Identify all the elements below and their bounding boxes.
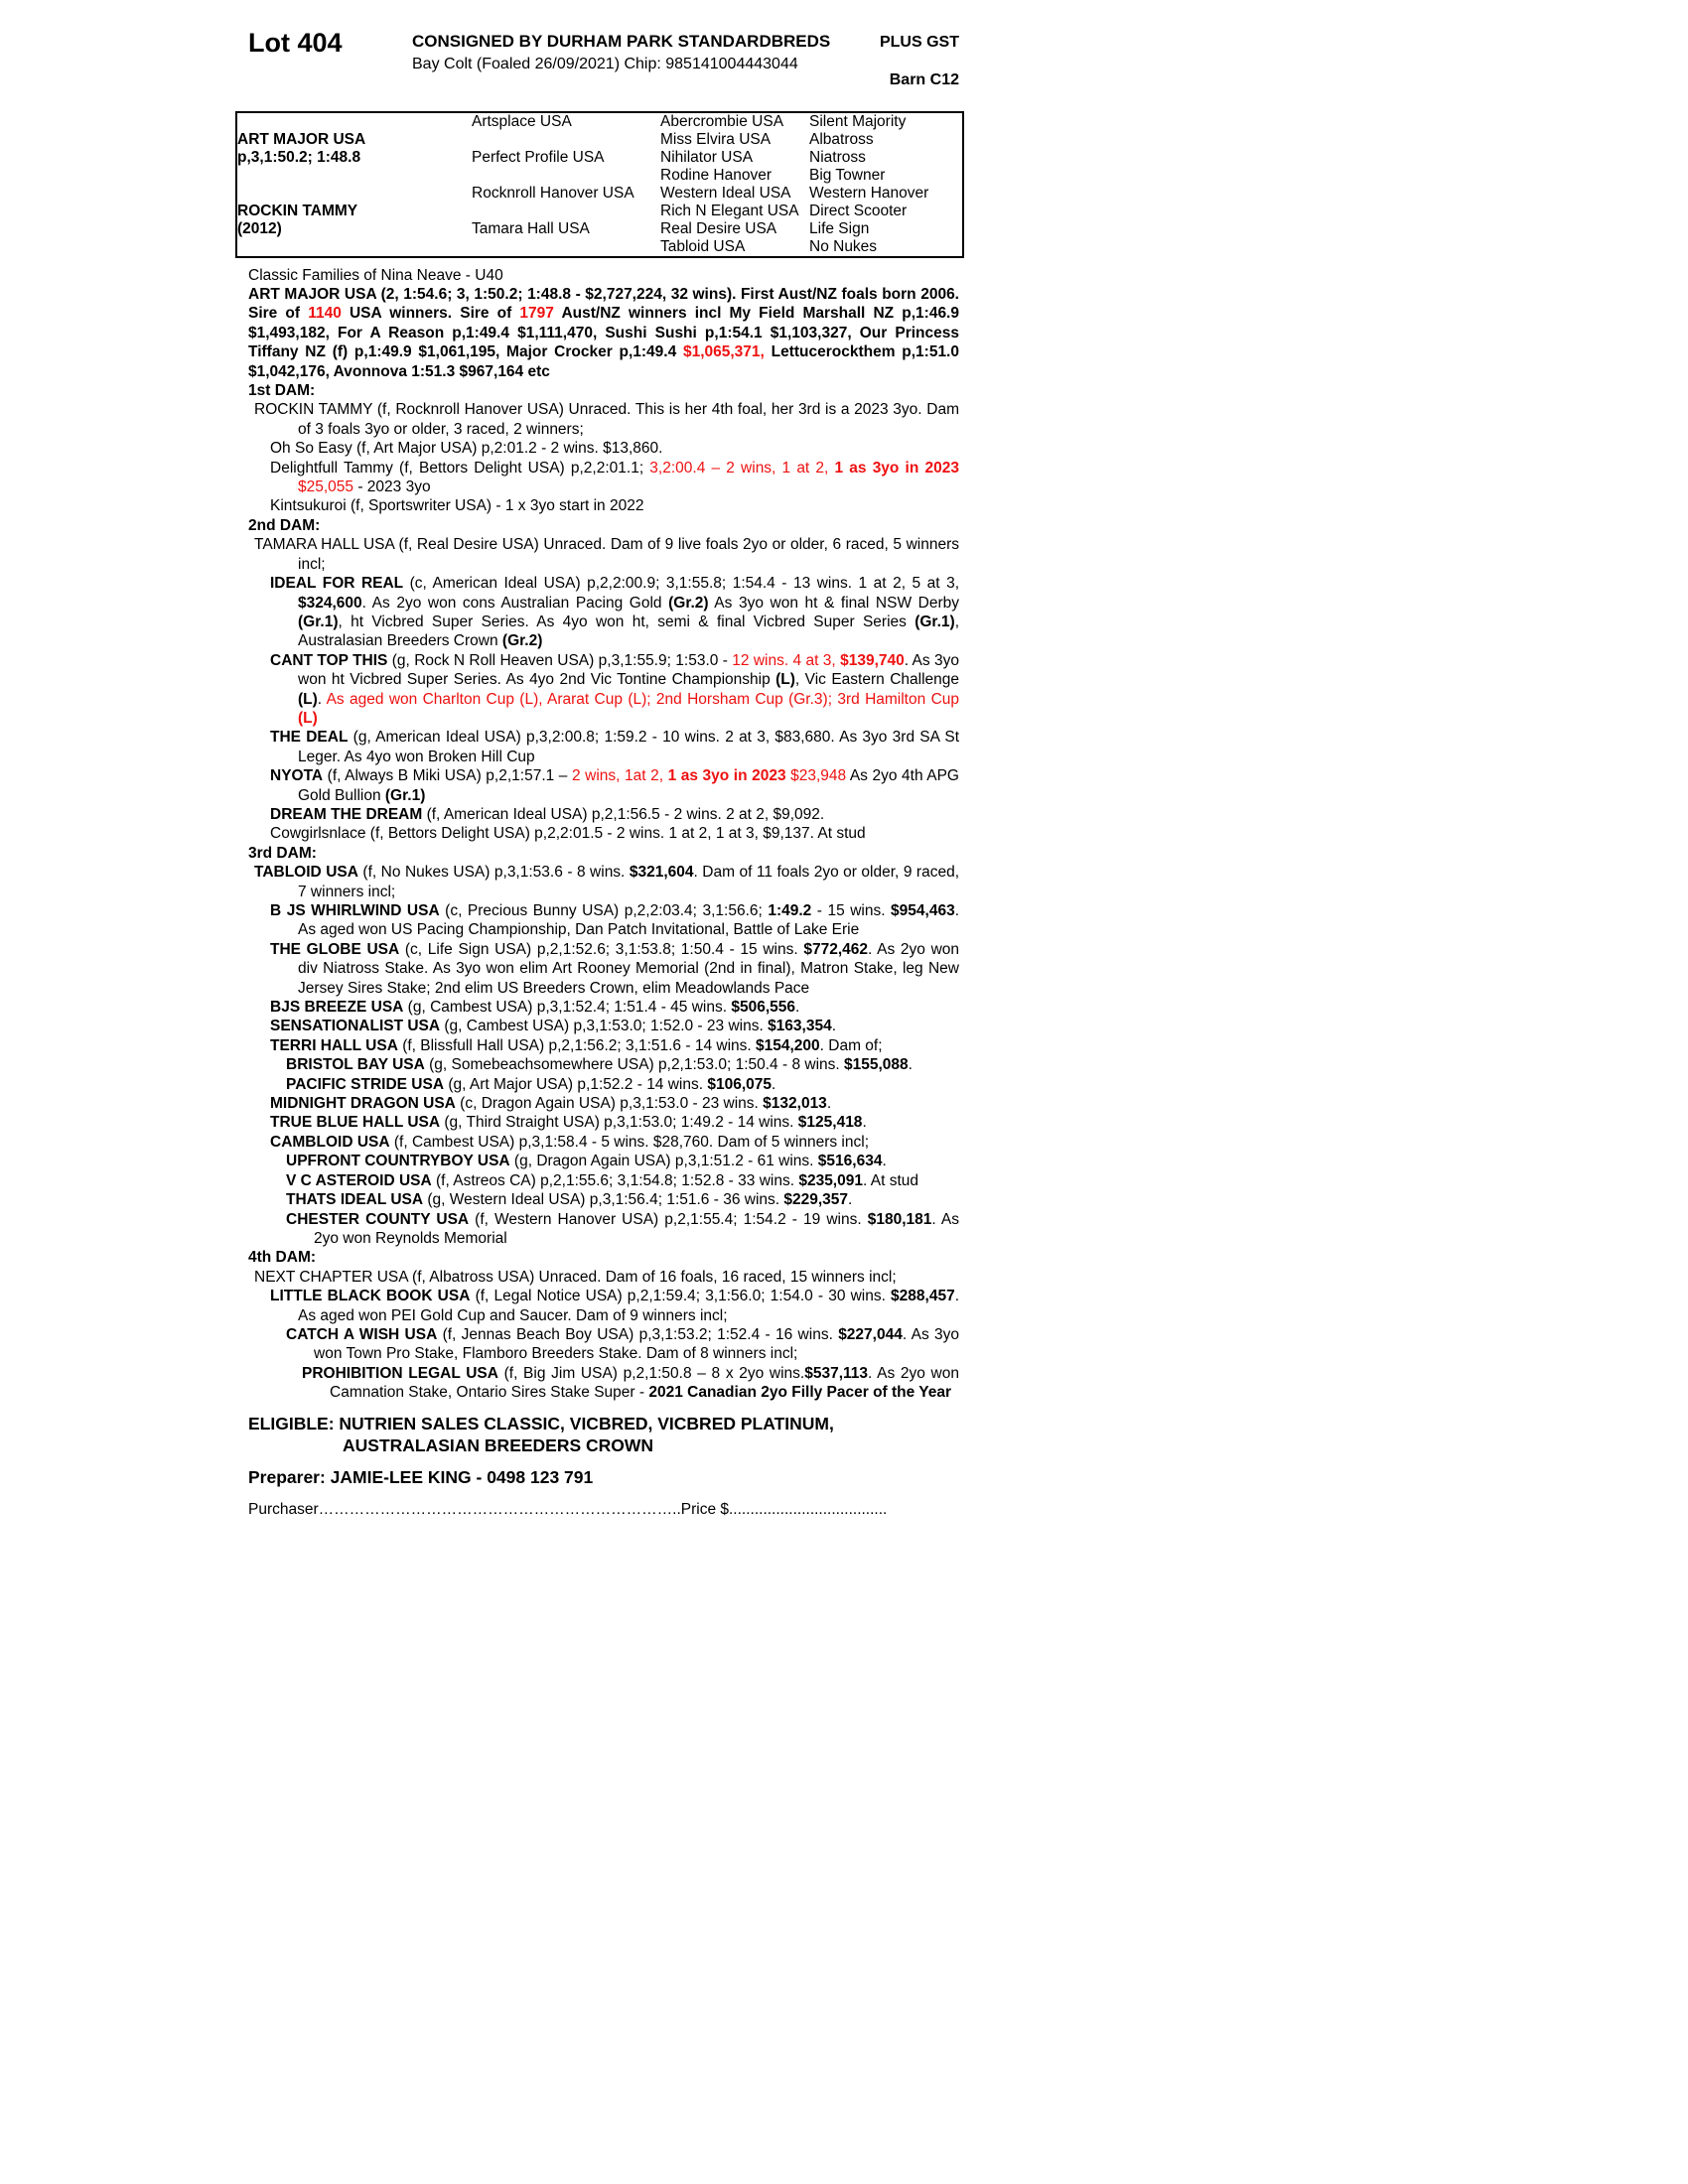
dam-name: ROCKIN TAMMY <box>237 203 358 219</box>
text-segment: (Gr.1) <box>298 613 339 630</box>
text-segment: (Gr.2) <box>501 632 543 650</box>
text-segment: . As 3yo won ht Vicbred Super Series. As 4yo 2nd Vic Tontine Championship <box>298 651 960 689</box>
text-segment: Aust/NZ winners incl My Field Marshall NZ p,1:46.9 $1,493,182, For A Reason p,1:49.4 $1,111,470, Sushi Sushi p,1:54.1 $1,103,327, Our Princess Tiffany NZ (f) p,1:49.9 $1,061,195, Major Crocker p,1:49.4 <box>248 305 959 361</box>
entry-v-c-asteroid <box>248 1171 959 1190</box>
text-segment: - 15 wins. <box>811 902 892 919</box>
entry-cowgirlsnlace <box>248 824 959 843</box>
sire-summary <box>248 285 959 381</box>
entry-the-globe <box>248 940 959 998</box>
preparer-line: Preparer: JAMIE-LEE KING - 0498 123 791 <box>248 1466 594 1487</box>
text-segment: . As 2yo won Camnation Stake, Ontario Sires Stake Super - <box>330 1364 959 1402</box>
pedigree-cell: Silent Majority <box>809 113 907 130</box>
text-segment: (Gr.2) <box>668 594 709 612</box>
text-segment: $132,013 <box>763 1095 827 1113</box>
text-segment: $506,556 <box>731 999 795 1017</box>
text-segment: $235,091 <box>798 1171 863 1189</box>
text-segment: $163,354 <box>768 1018 832 1035</box>
text-segment: PACIFIC STRIDE USA <box>286 1075 445 1093</box>
header-right <box>880 34 959 89</box>
text-segment: $180,181 <box>867 1210 932 1228</box>
section-2nd-dam <box>248 516 959 535</box>
pedigree-body <box>248 285 959 1403</box>
section-4th-dam <box>248 1248 959 1267</box>
text-segment: SENSATIONALIST USA <box>270 1018 441 1035</box>
consignor-line: CONSIGNED BY DURHAM PARK STANDARDBREDS <box>412 32 831 51</box>
text-segment: Kintsukuroi (f, Sportswriter USA) - 1 x 3yo start in 2022 <box>270 497 644 515</box>
eligibility-line-1: ELIGIBLE: NUTRIEN SALES CLASSIC, VICBRED, VICBRED PLATINUM, <box>248 1413 834 1433</box>
section-1st-dam <box>248 381 959 400</box>
text-segment: 3,2:00.4 – 2 wins, 1 at 2, <box>649 459 835 477</box>
entry-rockin-tammy <box>248 400 959 439</box>
text-segment: . As aged won PEI Gold Cup and Saucer. Dam of 9 winners incl; <box>298 1288 960 1324</box>
pedigree-row <box>236 112 963 131</box>
text-segment: . As 2yo won Reynolds Memorial <box>314 1210 959 1247</box>
text-segment: (f, Always B Miki USA) p,2,1:57.1 – <box>323 767 572 785</box>
pedigree-cell: Tamara Hall USA <box>472 220 590 237</box>
text-segment: (f, Jennas Beach Boy USA) p,3,1:53.2; 1:52.4 - 16 wins. <box>437 1325 839 1343</box>
text-segment: $321,604 <box>629 864 694 882</box>
entry-cambloid <box>248 1133 959 1152</box>
dam-year: (2012) <box>237 220 282 237</box>
entry-thats-ideal <box>248 1190 959 1209</box>
text-segment: . At stud <box>862 1171 918 1189</box>
text-segment: . Dam of 11 foals 2yo or older, 9 raced, 7 winners incl; <box>298 864 960 900</box>
pedigree-cell: Albatross <box>809 131 874 148</box>
pedigree-cell: Life Sign <box>809 220 870 237</box>
text-segment: LITTLE BLACK BOOK USA <box>270 1288 471 1305</box>
text-segment: V C ASTEROID USA <box>286 1171 432 1189</box>
text-segment: B JS WHIRLWIND USA <box>270 902 440 919</box>
text-segment: (c, Life Sign USA) p,2,1:52.6; 3,1:53.8; 1:50.4 - 15 wins. <box>399 940 804 958</box>
text-segment: . <box>831 1018 837 1035</box>
text-segment: $772,462 <box>803 940 868 958</box>
text-segment: As 3yo won ht & final NSW Derby <box>708 594 959 612</box>
text-segment: NYOTA <box>270 767 324 785</box>
text-segment: Cowgirlsnlace (f, Bettors Delight USA) p,2,2:01.5 - 2 wins. 1 at 2, 1 at 3, $9,137. At stud <box>270 825 866 843</box>
text-segment: (c, Dragon Again USA) p,3,1:53.0 - 23 wins. <box>455 1095 764 1113</box>
entry-catch-a-wish <box>248 1325 959 1364</box>
text-segment: 1st DAM: <box>248 382 316 400</box>
text-segment: , ht Vicbred Super Series. As 4yo won ht, semi & final Vicbred Super Series <box>338 613 915 630</box>
text-segment: CATCH A WISH USA <box>286 1325 438 1343</box>
text-segment: ROCKIN TAMMY (f, Rocknroll Hanover USA) Unraced. This is her 4th foal, her 3rd is a 2023 3yo. Dam of 3 foals 3yo or older, 3 raced, 2 winners; <box>254 401 959 438</box>
text-segment: $106,075 <box>707 1075 773 1093</box>
text-segment: As aged won Charlton Cup (L), Ararat Cup (L); 2nd Horsham Cup (Gr.3); 3rd Hamilton Cup <box>326 690 960 708</box>
pedigree-cell: Perfect Profile USA <box>472 149 605 166</box>
page-content <box>237 28 960 1519</box>
entry-delightfull-tammy <box>248 459 959 497</box>
text-segment: THATS IDEAL USA <box>286 1191 424 1209</box>
entry-oh-so-easy <box>248 439 959 458</box>
sire-name: ART MAJOR USA <box>237 131 366 148</box>
pedigree-cell: Western Ideal USA <box>660 185 791 202</box>
text-segment: 4th DAM: <box>248 1249 317 1267</box>
text-segment: (f, Blissfull Hall USA) p,2,1:56.2; 3,1:51.6 - 14 wins. <box>397 1036 756 1054</box>
text-segment: $23,948 <box>785 767 847 785</box>
pedigree-cell: Rodine Hanover <box>660 167 773 184</box>
text-segment: (f, Astreos CA) p,2,1:55.6; 3,1:54.8; 1:52.8 - 33 wins. <box>431 1171 799 1189</box>
text-segment: (f, Legal Notice USA) p,2,1:59.4; 3,1:56.0; 1:54.0 - 30 wins. <box>470 1288 892 1305</box>
text-segment: . <box>882 1153 887 1170</box>
pedigree-cell: Direct Scooter <box>809 203 908 219</box>
text-segment: IDEAL FOR REAL <box>270 575 404 593</box>
text-segment: (L) <box>298 690 318 708</box>
text-segment: (f, Cambest USA) p,3,1:58.4 - 5 wins. $28,760. Dam of 5 winners incl; <box>389 1133 869 1151</box>
text-segment: (g, American Ideal USA) p,3,2:00.8; 1:59.2 - 10 wins. 2 at 3, $83,680. As 3yo 3rd SA St Leger. As 4yo won Broken Hill Cup <box>298 729 960 765</box>
text-segment: . <box>826 1095 832 1113</box>
text-segment: . As 2yo won div Niatross Stake. As 3yo won elim Art Rooney Memorial (2nd in final), Matron Stake, leg New Jersey Sires Stake; 2nd elim US Breeders Crown, elim Meadowlands Pace <box>298 940 960 997</box>
text-segment: NEXT CHAPTER USA (f, Albatross USA) Unraced. Dam of 16 foals, 16 raced, 15 winners incl; <box>254 1268 897 1286</box>
pedigree-cell: Artsplace USA <box>472 113 572 130</box>
pedigree-table <box>235 111 964 258</box>
entry-terri-hall <box>248 1036 959 1055</box>
eligibility-block <box>248 1413 959 1456</box>
text-segment: TAMARA HALL USA (f, Real Desire USA) Unraced. Dam of 9 live foals 2yo or older, 6 raced, 5 winners incl; <box>254 536 959 573</box>
text-segment: CAMBLOID USA <box>270 1133 390 1151</box>
entry-midnight-dragon <box>248 1094 959 1113</box>
text-segment: 1 as 3yo in 2023 <box>667 767 786 785</box>
entry-upfront-countryboy <box>248 1152 959 1170</box>
entry-sensationalist <box>248 1017 959 1035</box>
entry-nyota <box>248 766 959 805</box>
text-segment: (g, Third Straight USA) p,3,1:53.0; 1:49.2 - 14 wins. <box>440 1114 798 1132</box>
text-segment: UPFRONT COUNTRYBOY USA <box>286 1153 510 1170</box>
text-segment: USA winners. Sire of <box>341 305 520 323</box>
text-segment: (g, Western Ideal USA) p,3,1:56.4; 1:51.6 - 36 wins. <box>423 1191 784 1209</box>
text-segment: . As aged won US Pacing Championship, Dan Patch Invitational, Battle of Lake Erie <box>298 902 960 939</box>
text-segment: MIDNIGHT DRAGON USA <box>270 1095 456 1113</box>
text-segment: (g, Dragon Again USA) p,3,1:51.2 - 61 wins. <box>509 1153 818 1170</box>
text-segment: (g, Rock N Roll Heaven USA) p,3,1:55.9; 1:53.0 - <box>387 651 733 669</box>
text-segment: ART MAJOR USA (2, 1:54.6; 3, 1:50.2; 1:48.8 - $2,727,224, 32 wins). First Aust/NZ foals born 2006. Sire of <box>248 286 959 323</box>
text-segment: . As 2yo won cons Australian Pacing Gold <box>361 594 669 612</box>
entry-little-black-book <box>248 1287 959 1325</box>
entry-cant-top-this <box>248 651 959 729</box>
eligibility-line-2: AUSTRALASIAN BREEDERS CROWN <box>343 1434 654 1455</box>
text-segment: (g, Cambest USA) p,3,1:53.0; 1:52.0 - 23 wins. <box>440 1018 769 1035</box>
text-segment: CHESTER COUNTY USA <box>286 1210 470 1228</box>
text-segment: $954,463 <box>891 902 955 919</box>
text-segment: $1,065,371, <box>682 343 765 361</box>
header-center <box>412 32 830 73</box>
text-segment: BRISTOL BAY USA <box>286 1056 425 1074</box>
text-segment: . <box>908 1056 913 1074</box>
text-segment: . <box>795 999 800 1017</box>
pedigree-cell: Nihilator USA <box>660 149 754 166</box>
text-segment: PROHIBITION LEGAL USA <box>302 1364 498 1382</box>
text-segment: $25,055 <box>298 478 354 496</box>
text-segment: $229,357 <box>783 1191 849 1209</box>
sire-cell <box>236 112 472 185</box>
text-segment: $288,457 <box>891 1288 955 1305</box>
pedigree-cell: Western Hanover <box>809 185 929 202</box>
text-segment: $227,044 <box>838 1325 903 1343</box>
text-segment: . <box>772 1075 776 1093</box>
entry-bristol-bay <box>248 1055 959 1074</box>
family-note: Classic Families of Nina Neave - U40 <box>248 267 503 284</box>
text-segment: 3rd DAM: <box>248 844 317 862</box>
text-segment: (g, Art Major USA) p,1:52.2 - 14 wins. <box>444 1075 708 1093</box>
text-segment: 1797 <box>519 305 554 323</box>
entry-ideal-for-real <box>248 574 959 651</box>
text-segment: $537,113 <box>804 1364 869 1382</box>
text-segment: , Vic Eastern Challenge <box>794 671 959 689</box>
entry-true-blue-hall <box>248 1113 959 1132</box>
text-segment: CANT TOP THIS <box>270 651 388 669</box>
text-segment: (L) <box>298 709 318 727</box>
pedigree-cell: Tabloid USA <box>660 238 746 255</box>
text-segment: Oh So Easy (f, Art Major USA) p,2:01.2 - 2 wins. $13,860. <box>270 440 663 458</box>
entry-next-chapter <box>248 1268 959 1287</box>
text-segment: $125,418 <box>797 1114 863 1132</box>
text-segment: . <box>317 690 327 708</box>
pedigree-cell: Niatross <box>809 149 866 166</box>
pedigree-cell: Abercrombie USA <box>660 113 784 130</box>
text-segment: DREAM THE DREAM <box>270 805 423 823</box>
text-segment: . Dam of; <box>819 1036 883 1054</box>
text-segment: BJS BREEZE USA <box>270 999 404 1017</box>
entry-the-deal <box>248 728 959 766</box>
entry-tamara-hall <box>248 535 959 574</box>
text-segment: TERRI HALL USA <box>270 1036 398 1054</box>
entry-dream-the-dream <box>248 805 959 824</box>
text-segment: , Australasian Breeders Crown <box>298 613 959 650</box>
foal-info-line: Bay Colt (Foaled 26/09/2021) Chip: 985141004443044 <box>412 56 798 72</box>
text-segment: 1:49.2 <box>768 902 812 919</box>
entry-chester-county <box>248 1210 959 1249</box>
text-segment: $155,088 <box>844 1056 909 1074</box>
text-segment: (c, Precious Bunny USA) p,2,2:03.4; 3,1:56.6; <box>439 902 769 919</box>
text-segment: $139,740 <box>840 651 905 669</box>
text-segment: (c, American Ideal USA) p,2,2:00.9; 3,1:55.8; 1:54.4 - 13 wins. 1 at 2, 5 at 3, <box>403 575 959 593</box>
text-segment: THE DEAL <box>270 729 349 747</box>
text-segment: (f, No Nukes USA) p,3,1:53.6 - 8 wins. <box>357 864 630 882</box>
text-segment: As 2yo 4th APG Gold Bullion <box>298 767 959 804</box>
text-segment: . <box>848 1191 853 1209</box>
sire-record: p,3,1:50.2; 1:48.8 <box>237 149 361 166</box>
text-segment: $516,634 <box>817 1153 883 1170</box>
entry-tabloid <box>248 863 959 901</box>
text-segment: (f, Big Jim USA) p,2,1:50.8 – 8 x 2yo wins. <box>497 1364 805 1382</box>
text-segment: THE GLOBE USA <box>270 940 400 958</box>
section-3rd-dam <box>248 844 959 863</box>
entry-pacific-stride <box>248 1075 959 1094</box>
entry-b-js-whirlwind <box>248 901 959 940</box>
text-segment: 1140 <box>308 305 342 323</box>
text-segment: - 2023 3yo <box>353 478 431 496</box>
text-segment: (L) <box>775 671 795 689</box>
pedigree-cell: Miss Elvira USA <box>660 131 772 148</box>
text-segment: (f, American Ideal USA) p,2,1:56.5 - 2 wins. 2 at 2, $9,092. <box>422 805 825 823</box>
pedigree-cell: No Nukes <box>809 238 878 255</box>
text-segment: Delightfull Tammy (f, Bettors Delight USA) p,2,2:01.1; <box>270 459 650 477</box>
text-segment: Lettucerockthem p,1:51.0 $1,042,176, Avonnova 1:51.3 $967,164 etc <box>248 343 959 380</box>
entry-bjs-breeze <box>248 998 959 1017</box>
entry-kintsukuroi <box>248 496 959 515</box>
pedigree-row <box>236 185 963 203</box>
text-segment: . As 3yo won Town Pro Stake, Flamboro Breeders Stake. Dam of 8 winners incl; <box>314 1325 959 1363</box>
pedigree-cell: Rich N Elegant USA <box>660 203 799 219</box>
lot-number: Lot 404 <box>248 28 343 58</box>
dam-cell <box>236 185 472 257</box>
text-segment: TABLOID USA <box>254 864 358 882</box>
pedigree-cell: Big Towner <box>809 167 886 184</box>
entry-prohibition-legal <box>248 1364 959 1403</box>
text-segment: (g, Somebeachsomewhere USA) p,2,1:53.0; 1:50.4 - 8 wins. <box>424 1056 844 1074</box>
text-segment: (Gr.1) <box>384 786 426 804</box>
text-segment: $154,200 <box>756 1036 820 1054</box>
plus-gst-label: PLUS GST <box>879 34 959 51</box>
purchaser-line: Purchaser……………………………………………………………..Price $..................................... <box>248 1500 888 1518</box>
pedigree-cell: Rocknroll Hanover USA <box>472 185 634 202</box>
text-segment: (f, Western Hanover USA) p,2,1:55.4; 1:54.2 - 19 wins. <box>469 1210 868 1228</box>
barn-number: Barn C12 <box>889 71 959 88</box>
text-segment: $324,600 <box>298 594 362 612</box>
text-segment: . <box>862 1114 867 1132</box>
page-header <box>248 28 959 111</box>
text-segment: (Gr.1) <box>914 613 955 630</box>
text-segment: 2nd DAM: <box>248 516 321 534</box>
text-segment: 2 wins, 1at 2, <box>571 767 668 785</box>
text-segment: TRUE BLUE HALL USA <box>270 1114 441 1132</box>
text-segment: 12 wins. 4 at 3, <box>732 651 841 669</box>
text-segment: (g, Cambest USA) p,3,1:52.4; 1:51.4 - 45 wins. <box>403 999 732 1017</box>
text-segment: 1 as 3yo in 2023 <box>834 459 959 477</box>
text-segment: 2021 Canadian 2yo Filly Pacer of the Year <box>648 1384 952 1402</box>
pedigree-cell: Real Desire USA <box>660 220 777 237</box>
